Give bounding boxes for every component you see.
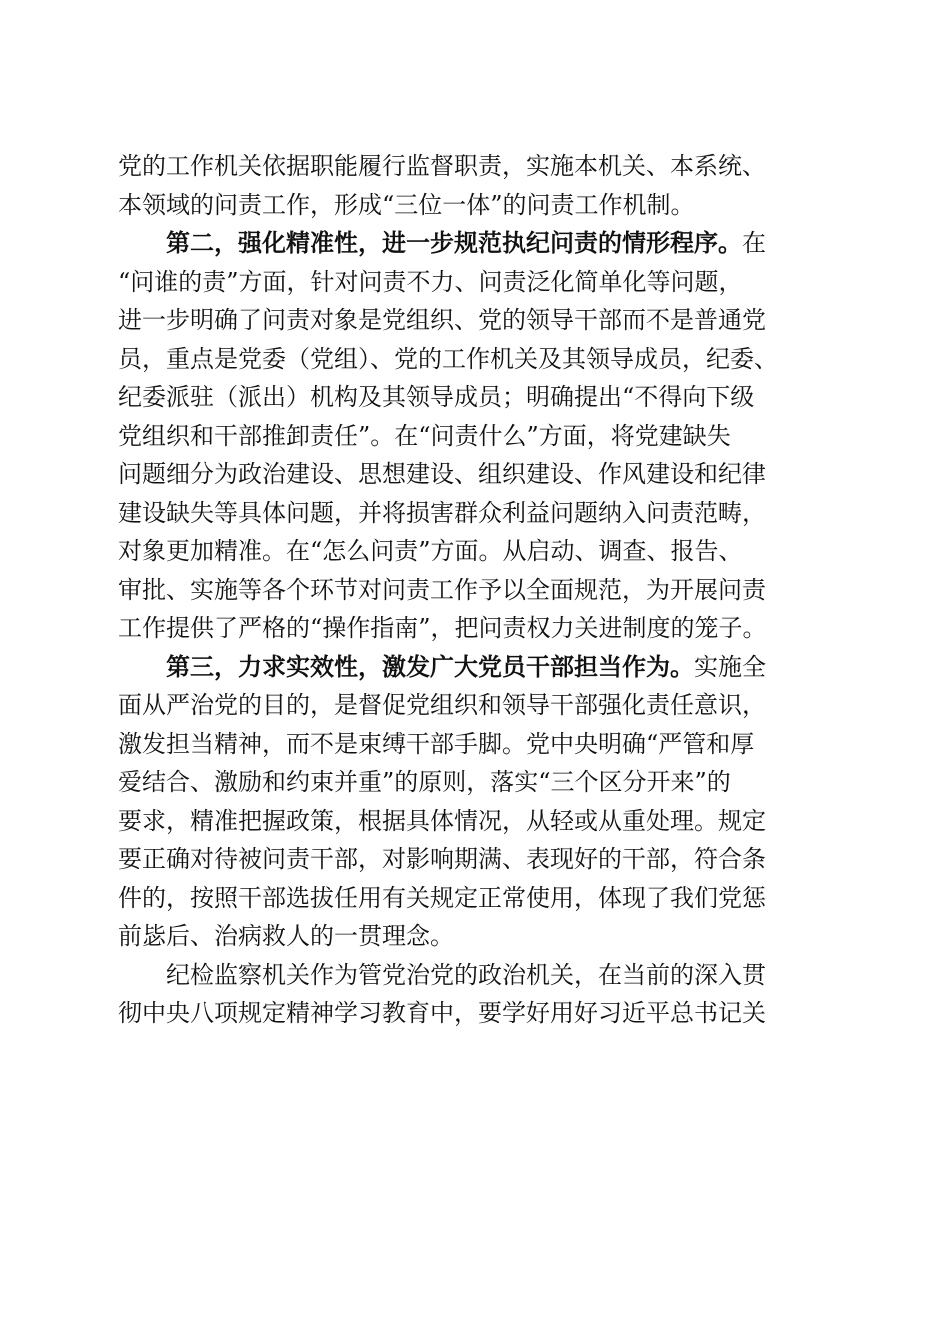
line-text: 进一步明确了问责对象是党组织、党的领导干部而不是普通党 bbox=[118, 306, 766, 334]
text-line bbox=[118, 378, 843, 417]
line-text: 前毖后、治病救人的一贯理念。 bbox=[118, 922, 454, 950]
text-line bbox=[118, 609, 843, 648]
line-text: 对象更加精准。在“怎么问责”方面。从启动、调查、报告、 bbox=[118, 537, 743, 565]
document-body bbox=[118, 147, 843, 1033]
line-text: 实施全 bbox=[694, 652, 766, 681]
line-text: 工作提供了严格的“操作指南”，把问责权力关进制度的笼子。 bbox=[118, 614, 767, 642]
line-text: 纪委派驻（派出）机构及其领导成员；明确提出“不得向下级 bbox=[118, 383, 755, 411]
line-text: 建设缺失等具体问题，并将损害群众利益问题纳入问责范畴， bbox=[118, 498, 766, 527]
line-text: 在 bbox=[742, 229, 766, 257]
text-line bbox=[118, 532, 843, 571]
text-line bbox=[118, 340, 843, 379]
line-text: 要正确对待被问责干部，对影响期满、表现好的干部，符合条 bbox=[118, 845, 766, 873]
text-line bbox=[118, 763, 843, 802]
text-line bbox=[118, 494, 843, 533]
line-text: 本领域的问责工作，形成“三位一体”的问责工作机制。 bbox=[118, 190, 695, 219]
line-text: 面从严治党的目的，是督促党组织和领导干部强化责任意识， bbox=[118, 691, 766, 719]
text-line bbox=[118, 147, 843, 186]
paragraph-first-line bbox=[118, 648, 843, 687]
line-text: 员，重点是党委（党组）、党的工作机关及其领导成员，纪委、 bbox=[118, 344, 778, 373]
line-text: 彻中央八项规定精神学习教育中，要学好用好习近平总书记关 bbox=[118, 999, 766, 1027]
line-text: 党的工作机关依据职能履行监督职责，实施本机关、本系统、 bbox=[118, 152, 766, 180]
line-text: 件的，按照干部选拔任用有关规定正常使用，体现了我们党惩 bbox=[118, 883, 766, 912]
paragraph-heading: 第二，强化精准性，进一步规范执纪问责的情形程序。 bbox=[166, 228, 742, 257]
paragraph-heading: 第三，力求实效性，激发广大党员干部担当作为。 bbox=[166, 651, 694, 681]
line-text: 审批、实施等各个环节对问责工作予以全面规范，为开展问责 bbox=[118, 575, 766, 604]
text-line bbox=[118, 725, 843, 764]
text-line bbox=[118, 186, 843, 225]
text-line bbox=[118, 879, 843, 918]
paragraph-first-line bbox=[118, 224, 843, 263]
line-text: “问谁的责”方面，针对问责不力、问责泛化简单化等问题， bbox=[118, 267, 743, 296]
paragraph-first-line bbox=[118, 956, 843, 995]
text-line bbox=[118, 571, 843, 610]
text-line bbox=[118, 455, 843, 494]
line-text: 纪检监察机关作为管党治党的政治机关，在当前的深入贯 bbox=[166, 960, 766, 989]
line-text: 激发担当精神，而不是束缚干部手脚。党中央明确“严管和厚 bbox=[118, 729, 755, 758]
text-line bbox=[118, 840, 843, 879]
text-line bbox=[118, 263, 843, 302]
line-text: 问题细分为政治建设、思想建设、组织建设、作风建设和纪律 bbox=[118, 460, 766, 488]
text-line bbox=[118, 994, 843, 1033]
line-text: 爱结合、激励和约束并重”的原则，落实“三个区分开来”的 bbox=[118, 768, 731, 796]
text-line bbox=[118, 686, 843, 725]
text-line bbox=[118, 417, 843, 456]
line-text: 要求，精准把握政策，根据具体情况，从轻或从重处理。规定 bbox=[118, 806, 766, 835]
line-text: 党组织和干部推卸责任”。在“问责什么”方面，将党建缺失 bbox=[118, 421, 731, 450]
text-line bbox=[118, 917, 843, 956]
text-line bbox=[118, 802, 843, 841]
text-line bbox=[118, 301, 843, 340]
